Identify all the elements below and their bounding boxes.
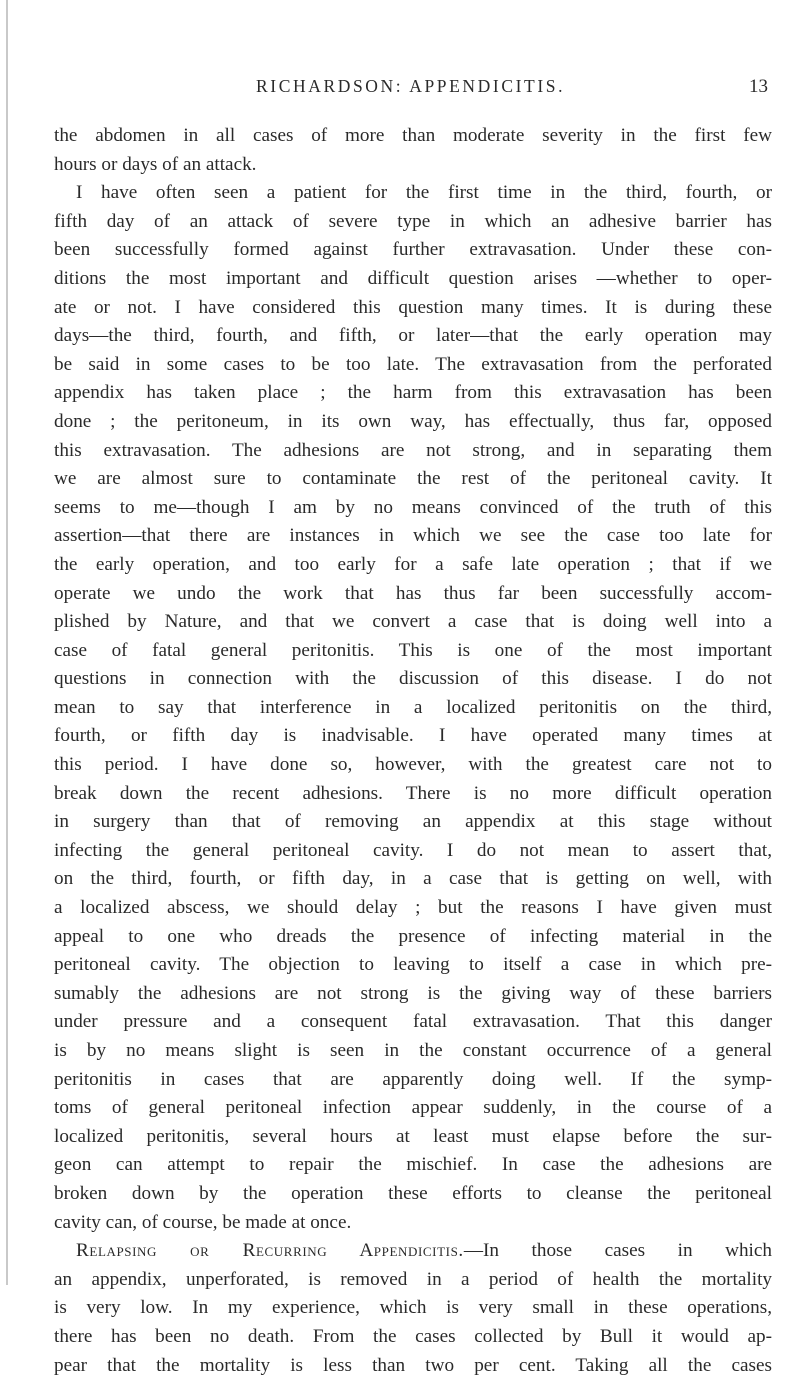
text-line: the early operation, and too early for a safe late operation ; that if we	[54, 553, 772, 575]
text-line: there has been no death. From the cases collected by Bull it would ap-	[54, 1325, 772, 1347]
text-line: days—the third, fourth, and fifth, or later—that the early operation may	[54, 325, 772, 347]
page-number: 13	[749, 76, 768, 97]
text-line: ditions the most important and difficult question arises —whether to oper-	[54, 267, 772, 289]
text-line: seems to me—though I am by no means convinced of the truth of this	[54, 496, 772, 518]
text-line: operate we undo the work that has thus far been successfully accom-	[54, 582, 772, 604]
text-line: this period. I have done so, however, with the greatest care not to	[54, 754, 772, 776]
text-line: peritoneal cavity. The objection to leaving to itself a case in which pre-	[54, 954, 772, 976]
text-line: toms of general peritoneal infection appear suddenly, in the course of a	[54, 1097, 772, 1119]
text-line: broken down by the operation these efforts to cleanse the peritoneal	[54, 1182, 772, 1204]
text-line: ate or not. I have considered this question many times. It is during these	[54, 296, 772, 318]
text-line: is very low. In my experience, which is very small in these operations,	[54, 1297, 772, 1319]
section-heading: Relapsing or Recurring Appendicitis.	[76, 1240, 464, 1262]
text-line: appeal to one who dreads the presence of infecting material in the	[54, 925, 772, 947]
text-line: in surgery than that of removing an appendix at this stage without	[54, 811, 772, 833]
text-line: questions in connection with the discussion of this disease. I do not	[54, 668, 772, 690]
text-line: sumably the adhesions are not strong is the giving way of these barriers	[54, 982, 772, 1004]
text-line: I have often seen a patient for the first time in the third, fourth, or	[76, 182, 772, 204]
text-line: peritonitis in cases that are apparently doing well. If the symp-	[54, 1068, 772, 1090]
text-line: break down the recent adhesions. There is no more difficult operation	[54, 782, 772, 804]
text-line: a localized abscess, we should delay ; but the reasons I have given must	[54, 897, 772, 919]
page-edge-rule	[6, 0, 8, 1285]
text-line: infecting the general peritoneal cavity. I do not mean to assert that,	[54, 839, 772, 861]
text-line: done ; the peritoneum, in its own way, has effectually, thus far, opposed	[54, 410, 772, 432]
running-head: RICHARDSON: APPENDICITIS.	[256, 76, 566, 96]
section-first-line-text: —In those cases in which	[463, 1240, 772, 1262]
page-header	[256, 76, 768, 102]
text-line: fifth day of an attack of severe type in which an adhesive barrier has	[54, 210, 772, 232]
text-line: mean to say that interference in a localized peritonitis on the third,	[54, 696, 772, 718]
text-line: is by no means slight is seen in the constant occurrence of a general	[54, 1040, 772, 1061]
text-line: hours or days of an attack.	[54, 153, 257, 175]
text-line: under pressure and a consequent fatal extravasation. That this danger	[54, 1011, 772, 1033]
text-line: assertion—that there are instances in which we see the case too late for	[54, 525, 772, 547]
text-line: cavity can, of course, be made at once.	[54, 1211, 352, 1233]
text-line: we are almost sure to contaminate the rest of the peritoneal cavity. It	[54, 468, 772, 490]
text-line: pear that the mortality is less than two per cent. Taking all the cases	[54, 1354, 772, 1376]
text-line: this extravasation. The adhesions are not strong, and in separating them	[54, 439, 772, 461]
text-line: an appendix, unperforated, is removed in a period of health the mortality	[54, 1268, 772, 1290]
text-line: on the third, fourth, or fifth day, in a case that is getting on well, with	[54, 868, 772, 890]
body-text	[54, 122, 772, 1380]
text-line: geon can attempt to repair the mischief. In case the adhesions are	[54, 1154, 772, 1176]
text-line: case of fatal general peritonitis. This is one of the most important	[54, 639, 772, 661]
text-line: localized peritonitis, several hours at least must elapse before the sur-	[54, 1125, 772, 1147]
text-line: fourth, or fifth day is inadvisable. I have operated many times at	[54, 725, 772, 747]
section-first-line	[54, 1237, 772, 1266]
text-line: the abdomen in all cases of more than moderate severity in the first few	[54, 125, 772, 146]
text-line: be said in some cases to be too late. The extravasation from the perforated	[54, 353, 772, 375]
text-line: been successfully formed against further extravasation. Under these con-	[54, 239, 772, 261]
text-line: appendix has taken place ; the harm from this extravasation has been	[54, 382, 772, 404]
text-line: plished by Nature, and that we convert a case that is doing well into a	[54, 611, 772, 633]
